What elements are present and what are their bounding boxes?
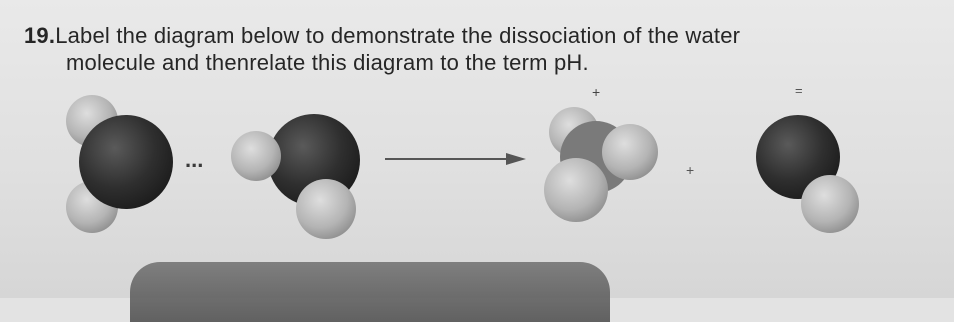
hydrogen-atom xyxy=(801,175,859,233)
hydrogen-atom xyxy=(602,124,658,180)
photo-shadow xyxy=(130,262,610,322)
positive-charge-label: + xyxy=(592,84,601,100)
plus-sign: + xyxy=(686,162,695,178)
hydroxide-ion xyxy=(756,115,859,233)
oxygen-atom xyxy=(79,115,173,209)
question-line-1-text: Label the diagram below to demonstrate the dissociation of the water xyxy=(55,23,741,48)
negative-charge-label: = xyxy=(795,83,803,98)
hydrogen-bond-dots: ... xyxy=(185,147,204,172)
reaction-arrow xyxy=(385,153,526,165)
hydrogen-atom xyxy=(544,158,608,222)
hydrogen-atom xyxy=(231,131,281,181)
question-line-2: molecule and thenrelate this diagram to the term pH. xyxy=(66,50,589,75)
water-molecule-left xyxy=(66,95,173,233)
hydronium-ion xyxy=(544,107,658,222)
hydrogen-atom xyxy=(296,179,356,239)
water-molecule-right xyxy=(231,114,360,239)
question-number: 19. xyxy=(24,23,56,48)
